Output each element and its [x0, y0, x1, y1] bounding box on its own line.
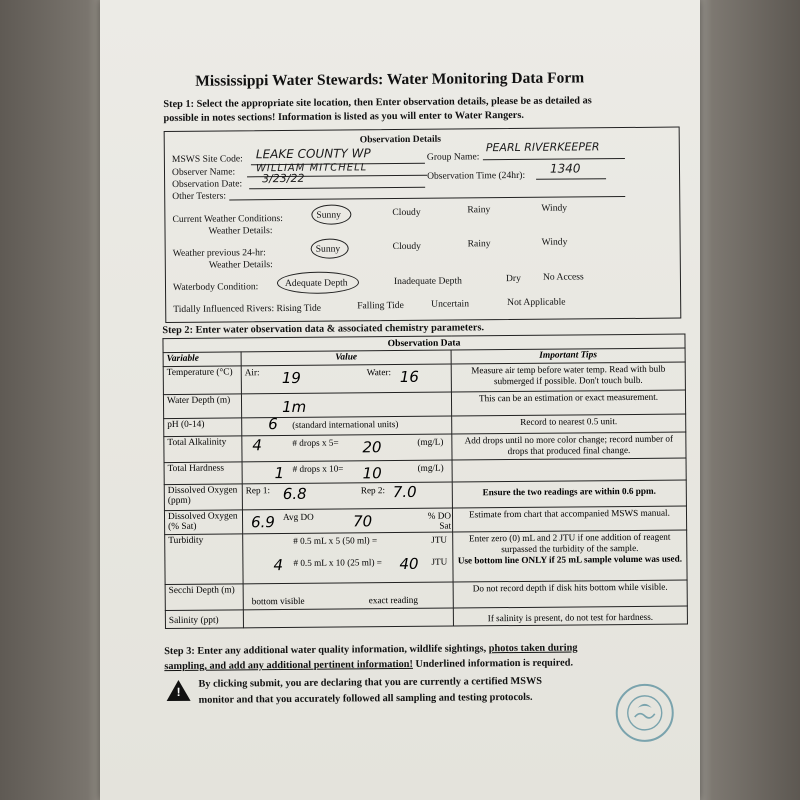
alkalinity-label: # drops x 5= [292, 437, 339, 448]
col-value: Value [241, 350, 451, 366]
current-weather-cloudy[interactable]: Cloudy [392, 206, 421, 219]
current-weather-sunny[interactable]: Sunny [316, 209, 341, 221]
col-important-tips: Important Tips [451, 348, 685, 364]
secchi-exact-reading[interactable]: exact reading [368, 594, 419, 606]
step3-text-d: Underlined information is required. [412, 657, 574, 670]
current-weather-label: Current Weather Conditions: [172, 213, 283, 225]
secchi-tip: Do not record depth if disk hits bottom while visible. [453, 580, 687, 608]
step3-text-b: photos taken during [488, 642, 578, 655]
hardness-tip-empty [452, 458, 686, 482]
form-sheet [100, 0, 700, 800]
dissolved-oxygen-variable: Dissolved Oxygen (ppm) [164, 484, 242, 511]
secchi-value-cell[interactable] [243, 582, 453, 610]
rep2-label: Rep 2: [360, 485, 386, 496]
hardness-value[interactable]: 10 [362, 464, 382, 483]
secchi-bottom-visible[interactable]: bottom visible [251, 595, 305, 607]
declaration-line2: monitor and that you accurately followed all sampling and testing protocols. [198, 691, 533, 706]
temperature-variable: Temperature (°C) [163, 366, 241, 395]
current-weather-rainy[interactable]: Rainy [467, 204, 491, 216]
alkalinity-value[interactable]: 20 [362, 438, 382, 457]
hardness-variable: Total Hardness [164, 462, 242, 485]
alkalinity-variable: Total Alkalinity [164, 436, 242, 463]
salinity-variable: Salinity (ppt) [165, 610, 243, 629]
tidal-not-applicable[interactable]: Not Applicable [507, 296, 566, 309]
rep2-value[interactable]: 7.0 [392, 482, 417, 502]
air-label: Air: [244, 367, 260, 378]
water-depth-value-cell[interactable] [241, 392, 451, 418]
ph-variable: pH (0-14) [164, 418, 242, 437]
hardness-drops-value[interactable]: 1 [274, 464, 285, 483]
do-sat-value[interactable]: 70 [352, 512, 373, 531]
water-value[interactable]: 16 [399, 367, 419, 387]
prev-weather-label: Weather previous 24-hr: [172, 247, 266, 259]
form-paper [100, 0, 700, 800]
current-weather-windy[interactable]: Windy [541, 202, 568, 214]
do-sat-variable: Dissolved Oxygen (% Sat) [164, 510, 242, 535]
alkalinity-drops-value[interactable]: 4 [252, 436, 263, 455]
ph-value-cell[interactable] [242, 416, 452, 436]
warning-icon: ! [166, 680, 190, 701]
salinity-tip: If salinity is present, do not test for hardness. [453, 606, 687, 626]
observation-time-label: Observation Time (24hr): [427, 169, 526, 182]
turbidity-value[interactable]: 40 [399, 554, 419, 574]
avg-do-label: Avg DO [282, 511, 314, 523]
ph-value[interactable]: 6 [268, 415, 278, 434]
do-sat-value-cell[interactable] [242, 508, 452, 534]
step3-text-c: sampling, and add any additional pertinent information! [164, 658, 413, 673]
alkalinity-unit: (mg/L) [417, 436, 444, 447]
other-testers-label: Other Testers: [172, 190, 227, 202]
turbidity-unit2: JTU [431, 556, 448, 567]
prev-weather-rainy[interactable]: Rainy [467, 238, 491, 250]
observation-date-label: Observation Date: [172, 178, 243, 190]
tidal-uncertain[interactable]: Uncertain [431, 298, 470, 310]
observer-name-value[interactable]: WILLIAM MITCHELL [255, 162, 368, 175]
hardness-label: # drops x 10= [292, 463, 344, 474]
salinity-value-cell[interactable] [243, 608, 453, 628]
turbidity-line1: # 0.5 mL x 5 (50 ml) = [293, 535, 378, 546]
observation-date-value[interactable]: 3/23/22 [262, 171, 305, 186]
do-sat-unit: % DO Sat [427, 510, 452, 531]
ph-tip: Record to nearest 0.5 unit. [452, 414, 686, 434]
waterbody-inadequate-depth[interactable]: Inadequate Depth [393, 275, 462, 288]
waterbody-adequate-depth[interactable]: Adequate Depth [284, 277, 348, 289]
step1-line1: Step 1: Select the appropriate site location, then Enter observation details, please be as detailed as [163, 95, 592, 111]
do-avg-value[interactable]: 6.9 [250, 513, 275, 532]
observation-data-table [162, 334, 688, 630]
prev-weather-cloudy[interactable]: Cloudy [392, 240, 421, 253]
site-code-value[interactable]: LEAKE COUNTY WP [255, 146, 371, 162]
mississippi-water-stewards-seal [615, 684, 674, 743]
observer-name-label: Observer Name: [171, 166, 236, 178]
water-label: Water: [366, 367, 392, 378]
waterbody-no-access[interactable]: No Access [542, 271, 584, 283]
group-name-value[interactable]: PEARL RIVERKEEPER [485, 140, 600, 155]
observation-data-title: Observation Data [163, 334, 685, 353]
water-depth-value[interactable]: 1m [281, 397, 307, 417]
water-depth-tip: This can be an estimation or exact measurement. [451, 390, 685, 416]
col-variable: Variable [163, 352, 241, 367]
turbidity-unit1: JTU [431, 534, 448, 545]
prev-weather-sunny[interactable]: Sunny [315, 243, 341, 255]
step3-line2 [164, 658, 573, 673]
alkalinity-tip: Add drops until no more color change; record number of drops that produced final change. [452, 432, 686, 460]
weather-details-label: Weather Details: [208, 225, 273, 237]
dissolved-oxygen-value-cell[interactable] [242, 482, 452, 510]
rep1-label: Rep 1: [245, 485, 271, 496]
prev-weather-details-label: Weather Details: [208, 259, 273, 271]
turbidity-tip: Enter zero (0) mL and 2 JTU if one addition of reagent surpassed the turbidity of the sample. [468, 531, 671, 555]
waterbody-condition-label: Waterbody Condition: [172, 281, 259, 293]
observation-details-title: Observation Details [359, 133, 442, 146]
hardness-value-cell[interactable] [242, 460, 452, 484]
hardness-unit: (mg/L) [417, 462, 444, 473]
alkalinity-value-cell[interactable] [242, 434, 452, 462]
secchi-variable: Secchi Depth (m) [165, 584, 243, 611]
do-sat-tip: Estimate from chart that accompanied MSWS manual. [452, 506, 686, 532]
waterbody-dry[interactable]: Dry [505, 272, 521, 285]
group-name-label: Group Name: [426, 151, 480, 163]
site-code-label: MSWS Site Code: [171, 153, 243, 165]
turbidity-variable: Turbidity [165, 534, 243, 585]
water-depth-variable: Water Depth (m) [163, 394, 241, 419]
dissolved-oxygen-tip: Ensure the two readings are within 0.6 ppm. [452, 480, 686, 508]
declaration-line1: By clicking submit, you are declaring that you are currently a certified MSWS [198, 675, 543, 690]
turbidity-tip-cell [453, 530, 687, 582]
step2-heading: Step 2: Enter water observation data & associated chemistry parameters. [162, 322, 485, 337]
turbidity-drops-value[interactable]: 4 [273, 556, 284, 575]
step3-line1 [164, 642, 577, 657]
temperature-value-cell[interactable] [241, 364, 451, 394]
ph-unit: (standard international units) [292, 419, 399, 430]
temperature-tip: Measure air temp before water temp. Read with bulb submerged if possible. Don't touch bulb. [451, 362, 685, 392]
rep1-value[interactable]: 6.8 [282, 484, 307, 504]
step3-text-a: Step 3: Enter any additional water quality information, wildlife sightings, [164, 643, 489, 658]
air-value[interactable]: 19 [281, 368, 301, 388]
observation-time-value[interactable]: 1340 [549, 161, 581, 176]
prev-weather-windy[interactable]: Windy [541, 236, 568, 248]
form-title: Mississippi Water Stewards: Water Monitoring Data Form [195, 69, 585, 90]
turbidity-value-cell[interactable] [243, 532, 453, 584]
tidal-falling-tide[interactable]: Falling Tide [357, 299, 404, 312]
tidal-label: Tidally Influenced Rivers: Rising Tide [173, 302, 322, 315]
turbidity-line2: # 0.5 mL x 10 (25 ml) = [293, 557, 383, 568]
turbidity-tip-bold: Use bottom line ONLY if 25 mL sample volume was used. [457, 553, 683, 566]
step1-line2: possible in notes sections! Information is listed as you will enter to Water Rangers. [163, 109, 524, 125]
